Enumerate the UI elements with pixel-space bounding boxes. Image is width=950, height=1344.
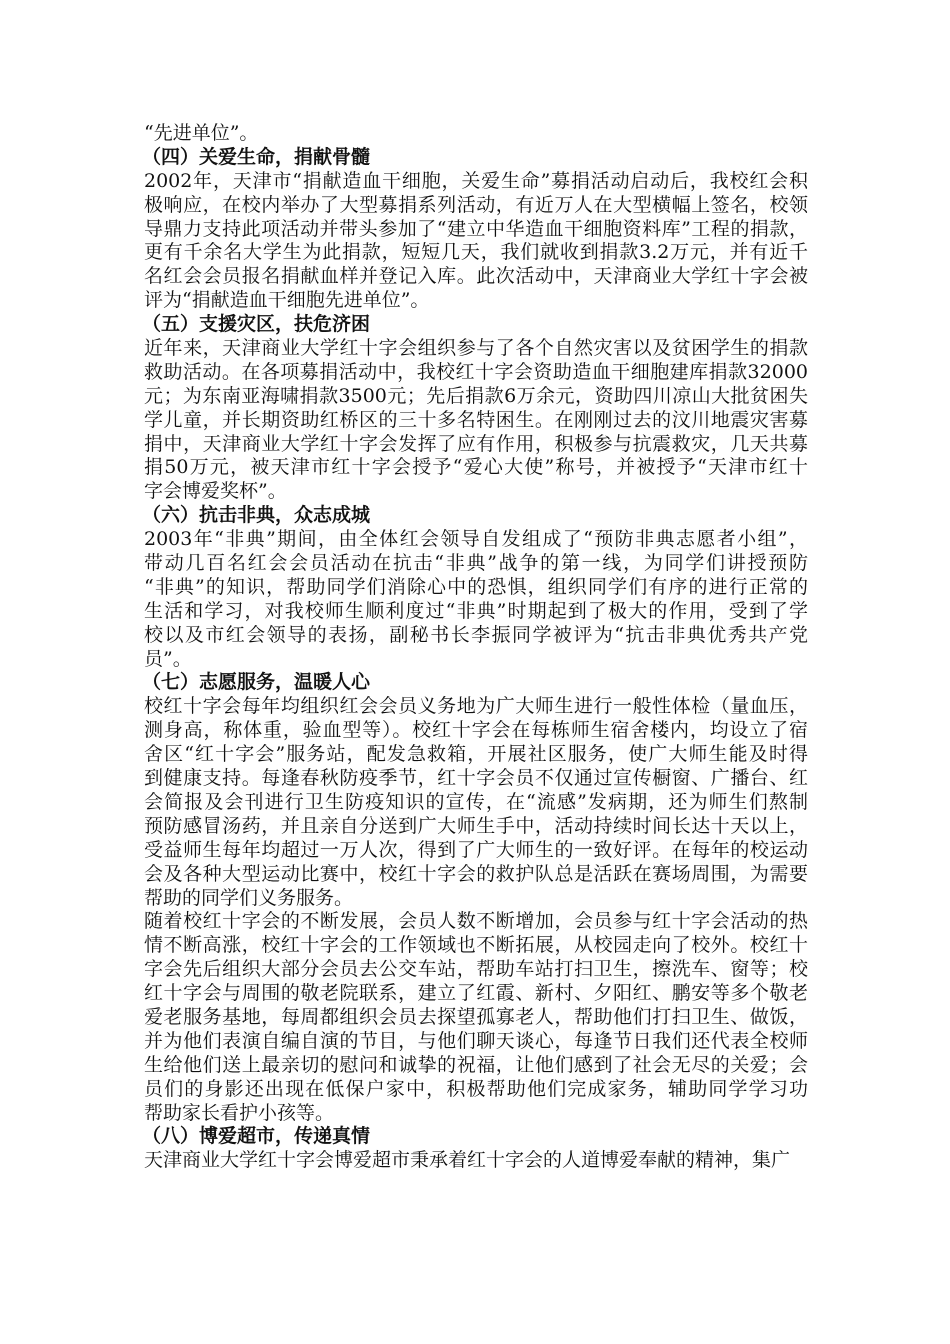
text-line: 救助活动。在各项募捐活动中，我校红十字会资助造血干细胞建库捐款32000 bbox=[144, 360, 808, 383]
text-line: 名红会会员报名捐献血样并登记入库。此次活动中，天津商业大学红十字会被 bbox=[144, 265, 808, 288]
text-line: 2002年，天津市“捐献造血干细胞，关爱生命”募捐活动启动后，我校红会积 bbox=[144, 169, 808, 192]
text-line: 会及各种大型运动比赛中，校红十字会的救护队总是活跃在赛场周围，为需要 bbox=[144, 862, 808, 885]
text-line: “先进单位”。 bbox=[144, 122, 259, 144]
text-line: 校红十字会每年均组织红会会员义务地为广大师生进行一般性体检（量血压， bbox=[144, 695, 808, 718]
section-heading: （六）抗击非典，众志成城 bbox=[142, 504, 371, 527]
text-line: 带动几百名红会会员活动在抗击“非典”战争的第一线，为同学们讲授预防 bbox=[144, 552, 808, 575]
text-line: 爱老服务基地，每周都组织会员去探望孤寡老人，帮助他们打扫卫生、做饭， bbox=[144, 1005, 808, 1028]
text-line: 生活和学习，对我校师生顺利度过“非典”时期起到了极大的作用，受到了学 bbox=[144, 599, 808, 622]
text-line: 员们的身影还出现在低保户家中，积极帮助他们完成家务，辅助同学学习功 bbox=[144, 1077, 808, 1100]
text-line: 校以及市红会领导的表扬，副秘书长李振同学被评为“抗击非典优秀共产党 bbox=[144, 623, 808, 646]
text-line: 帮助家长看护小孩等。 bbox=[144, 1101, 335, 1124]
text-line: 极响应，在校内举办了大型募捐系列活动，有近万人在大型横幅上签名，校领 bbox=[144, 193, 808, 216]
text-line: 会简报及会刊进行卫生防疫知识的宣传，在“流感”发病期，还为师生们熬制 bbox=[144, 790, 808, 813]
section-heading: （八）博爱超市，传递真情 bbox=[142, 1125, 371, 1148]
text-line: 随着校红十字会的不断发展，会员人数不断增加，会员参与红十字会活动的热 bbox=[144, 910, 808, 933]
text-line: 2003年“非典”期间，由全体红会领导自发组成了“预防非典志愿者小组”， bbox=[144, 528, 808, 551]
text-line: 预防感冒汤药，并且亲自分送到广大师生手中，活动持续时间长达十天以上， bbox=[144, 814, 808, 837]
section-heading: （四）关爱生命，捐献骨髓 bbox=[142, 145, 371, 168]
paragraph bbox=[144, 337, 808, 504]
text-line: 员”。 bbox=[144, 647, 192, 670]
text-line: 导鼎力支持此项活动并带头参加了“建立中华造血干细胞资料库”工程的捐款， bbox=[144, 217, 808, 240]
text-line: 到健康支持。每逢春秋防疫季节，红十字会员不仅通过宣传橱窗、广播台、红 bbox=[144, 767, 808, 790]
text-line: 更有千余名大学生为此捐款，短短几天，我们就收到捐款3.2万元，并有近千 bbox=[144, 241, 808, 264]
text-line: 情不断高涨，校红十字会的工作领域也不断拓展，从校园走向了校外。校红十 bbox=[144, 934, 808, 957]
text-line: 帮助的同学们义务服务。 bbox=[144, 886, 354, 909]
paragraph bbox=[144, 528, 808, 671]
text-line: 评为“捐献造血干细胞先进单位”。 bbox=[144, 289, 430, 312]
paragraph bbox=[144, 1149, 808, 1173]
text-line: “非典”的知识，帮助同学们消除心中的恐惧，组织同学们有序的进行正常的 bbox=[144, 575, 808, 598]
text-line: 字会先后组织大部分会员去公交车站，帮助车站打扫卫生，擦洗车、窗等；校 bbox=[144, 958, 808, 981]
text-line: 元；为东南亚海啸捐款3500元；先后捐款6万余元，资助四川凉山大批贫困失 bbox=[144, 384, 808, 407]
text-line: 捐中，天津商业大学红十字会发挥了应有作用，积极参与抗震救灾，几天共募 bbox=[144, 432, 808, 455]
paragraph bbox=[144, 170, 808, 313]
text-line: 生给他们送上最亲切的慰问和诚挚的祝福，让他们感到了社会无尽的关爱；会 bbox=[144, 1053, 808, 1076]
section-heading: （七）志愿服务，温暖人心 bbox=[142, 671, 371, 694]
text-line: 学儿童，并长期资助红桥区的三十多名特困生。在刚刚过去的汶川地震灾害募 bbox=[144, 408, 808, 431]
text-line: 受益师生每年均超过一万人次，得到了广大师生的一致好评。在每年的校运动 bbox=[144, 838, 808, 861]
paragraph bbox=[144, 695, 808, 910]
text-line: 捐50万元，被天津市红十字会授予“爱心大使”称号，并被授予“天津市红十 bbox=[144, 456, 808, 479]
text-line: 天津商业大学红十字会博爱超市秉承着红十字会的人道博爱奉献的精神，集广 bbox=[144, 1149, 791, 1172]
paragraph bbox=[144, 122, 808, 146]
paragraph bbox=[144, 910, 808, 1125]
text-line: 舍区“红十字会”服务站，配发急救箱，开展社区服务，使广大师生能及时得 bbox=[144, 743, 808, 766]
text-line: 字会博爱奖杯”。 bbox=[144, 480, 287, 503]
document-page bbox=[144, 122, 808, 1173]
text-line: 近年来，天津商业大学红十字会组织参与了各个自然灾害以及贫困学生的捐款 bbox=[144, 337, 808, 360]
text-line: 并为他们表演自编自演的节目，与他们聊天谈心，每逢节日我们还代表全校师 bbox=[144, 1029, 808, 1052]
text-line: 测身高，称体重，验血型等）。校红十字会在每栋师生宿舍楼内，均设立了宿 bbox=[144, 719, 808, 742]
text-line: 红十字会与周围的敬老院联系，建立了红霞、新村、夕阳红、鹏安等多个敬老 bbox=[144, 982, 808, 1005]
section-heading: （五）支援灾区，扶危济困 bbox=[142, 313, 371, 336]
